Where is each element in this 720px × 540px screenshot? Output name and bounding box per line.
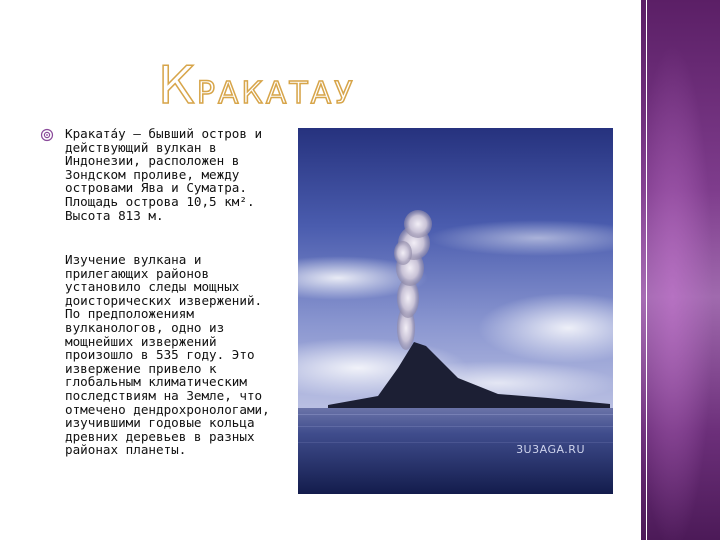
paragraph-history: Изучение вулкана и прилегающих районов установило следы мощных доисторических извержений. По предположениям вулканологов, одно из мощнейших извержений произошло в 535 году. Это извержение привело к глобальным климатическим последствиям на Земле, что отмечено дендрохронологами, изучившими годовые кольца древних деревьев в разных районах планеты. xyxy=(65,252,270,458)
paragraph-intro: Краката́у — бывший остров и действующий вулкан в Индонезии, расположен в Зондском проливе, между островами Ява и Суматра. Площадь острова 10,5 км². Высота 813 м. xyxy=(65,126,263,223)
side-divider-line xyxy=(646,0,647,540)
title-first-letter: К xyxy=(158,56,197,116)
photo-watermark: 3U3AGA.RU xyxy=(516,443,585,456)
decorative-side-band xyxy=(641,0,720,540)
title-rest: РАКАТАУ xyxy=(196,76,356,111)
target-bullet-icon xyxy=(40,128,54,142)
slide-title xyxy=(158,52,356,116)
volcano-photo xyxy=(298,128,613,494)
